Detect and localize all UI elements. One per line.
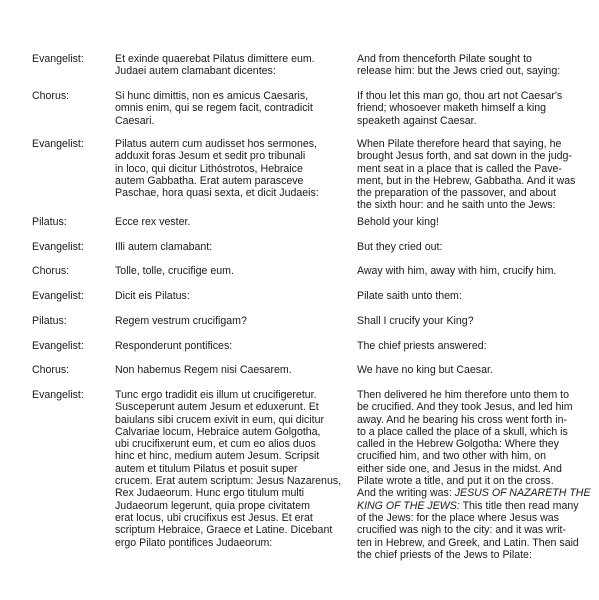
english-line: be crucified. And they took Jesus, and led him <box>357 401 573 414</box>
speaker-label: Evangelist: <box>32 138 84 150</box>
latin-text <box>115 90 350 127</box>
english-line: But they cried out: <box>357 241 443 253</box>
latin-text <box>115 389 350 549</box>
speaker-label: Evangelist: <box>32 241 84 253</box>
english-line: friend; whosoever maketh himself a king <box>357 102 547 115</box>
english-line: the sixth hour: and he saith unto the Jews: <box>357 199 556 212</box>
english-text <box>357 241 587 253</box>
english-line: ment, but in the Hebrew, Gabbatha. And it was <box>357 174 576 187</box>
english-text <box>357 53 587 78</box>
latin-text <box>115 315 350 327</box>
english-line: crucified was nigh to the city: and it was writ- <box>357 524 567 537</box>
english-line: to a place called the place of a skull, which is <box>357 425 568 438</box>
latin-text <box>115 364 350 376</box>
english-line: the preparation of the passover, and about <box>357 187 557 200</box>
english-line: of the Jews: for the place where Jesus was <box>357 511 559 524</box>
english-line: Pilate wrote a title, and put it on the cross. <box>357 475 554 488</box>
speaker-label: Evangelist: <box>32 53 84 65</box>
english-line: either side one, and Jesus in the midst. And <box>357 462 562 475</box>
latin-line: hinc et hinc, medium autem Jesum. Scripsit <box>115 450 320 463</box>
latin-line: in loco, qui dicitur Lithóstrotos, Hebraice <box>115 162 303 175</box>
english-line: And from thenceforth Pilate sought to <box>357 53 532 65</box>
latin-line: Rex Judaeorum. Hunc ergo titulum multi <box>115 487 305 500</box>
latin-text <box>115 265 350 277</box>
english-line: away. And he bearing his cross went forth in- <box>357 413 568 426</box>
latin-line: Caesari. <box>115 114 155 127</box>
english-line: Pilate saith unto them: <box>357 290 462 302</box>
latin-text <box>115 241 350 253</box>
speaker-label: Evangelist: <box>32 290 84 302</box>
latin-line: Judaei autem clamabant dicentes: <box>115 65 276 78</box>
english-text <box>357 364 587 376</box>
latin-line: ergo Pilato pontifices Judaeorum: <box>115 536 273 549</box>
latin-text <box>115 138 350 199</box>
latin-text <box>115 340 350 352</box>
english-text <box>357 389 591 561</box>
english-line: When Pilate therefore heard that saying, he <box>357 138 562 150</box>
english-text <box>357 290 587 302</box>
latin-line: baiulans sibi crucem exivit in eum, qui dicitur <box>115 413 325 426</box>
latin-line: adduxit foras Jesum et sedit pro tribunali <box>115 150 306 163</box>
latin-line: scriptum Hebraice, Graece et Latine. Dicebant <box>115 524 333 537</box>
english-line: Then delivered he him therefore unto them to <box>357 389 569 401</box>
english-text <box>357 138 587 212</box>
latin-line: Illi autem clamabant: <box>115 241 213 253</box>
speaker-label: Evangelist: <box>32 340 84 352</box>
latin-line: ubi crucifixerunt eum, et cum eo alios duos <box>115 438 316 451</box>
latin-line: Pilatus autem cum audisset hos sermones, <box>115 138 317 150</box>
latin-line: Judaeorum legerunt, quia prope civitatem <box>115 499 310 512</box>
english-line: brought Jesus forth, and sat down in the judg- <box>357 150 572 163</box>
latin-text <box>115 290 350 302</box>
latin-line: Et exinde quaerebat Pilatus dimittere eum. <box>115 53 315 65</box>
latin-line: Si hunc dimittis, non es amicus Caesaris, <box>115 90 309 102</box>
english-line <box>357 487 591 500</box>
latin-line: Tolle, tolle, crucifige eum. <box>115 265 234 277</box>
english-line <box>357 500 587 512</box>
english-fragment: This title then read many <box>459 499 579 512</box>
english-line: called in the Hebrew Golgotha: Where they <box>357 438 559 451</box>
latin-line: Regem vestrum crucifigam? <box>115 315 247 327</box>
inri-title-text: KING OF THE JEWS: <box>357 499 460 512</box>
latin-line: Tunc ergo tradidit eis illum ut crucifigeretur. <box>115 389 317 401</box>
speaker-label: Chorus: <box>32 265 70 277</box>
english-text <box>357 315 587 327</box>
english-text <box>357 265 587 277</box>
inri-title-text: JESUS OF NAZARETH THE <box>454 487 591 500</box>
english-text <box>357 216 587 228</box>
latin-line: omnis enim, qui se regem facit, contradicit <box>115 102 313 115</box>
speaker-label: Chorus: <box>32 90 70 102</box>
english-line: crucified him, and two other with him, on <box>357 450 547 463</box>
english-line: the chief priests of the Jews to Pilate: <box>357 548 532 561</box>
english-line: Shall I crucify your King? <box>357 315 474 327</box>
speaker-label: Pilatus: <box>32 216 67 228</box>
english-line: speaketh against Caesar. <box>357 114 477 127</box>
latin-line: Non habemus Regem nisi Caesarem. <box>115 364 292 376</box>
latin-line: Paschae, hora quasi sexta, et dicit Judaeis: <box>115 187 319 200</box>
english-text <box>357 90 587 127</box>
english-line: release him: but the Jews cried out, saying: <box>357 65 561 78</box>
latin-line: erat locus, ubi crucifixus est Jesus. Et erat <box>115 511 313 524</box>
latin-line: Responderunt pontifices: <box>115 340 233 352</box>
latin-line: autem et titulum Pilatus et posuit super <box>115 462 298 475</box>
latin-line: Calvariae locum, Hebraice autem Golgotha, <box>115 425 321 438</box>
english-fragment: And the writing was: <box>357 487 455 500</box>
english-text <box>357 340 587 352</box>
latin-line: autem Gabbatha. Erat autem parasceve <box>115 174 304 187</box>
speaker-label: Chorus: <box>32 364 70 376</box>
speaker-label: Pilatus: <box>32 315 67 327</box>
latin-line: Ecce rex vester. <box>115 216 191 228</box>
speaker-label: Evangelist: <box>32 389 84 401</box>
english-line: We have no king but Caesar. <box>357 364 493 376</box>
latin-line: Dicit eis Pilatus: <box>115 290 190 302</box>
english-line: If thou let this man go, thou art not Caesar's <box>357 90 563 102</box>
latin-text <box>115 53 350 78</box>
english-line: The chief priests answered: <box>357 340 487 352</box>
english-line: Away with him, away with him, crucify him. <box>357 265 557 277</box>
latin-line: Susceperunt autem Jesum et eduxerunt. Et <box>115 401 319 414</box>
latin-line: crucem. Erat autem scriptum: Jesus Nazarenus, <box>115 475 342 488</box>
latin-text <box>115 216 350 228</box>
english-line: Behold your king! <box>357 216 439 228</box>
english-line: ment seat in a place that is called the Pave- <box>357 162 562 175</box>
english-line: ten in Hebrew, and Greek, and Latin. Then said <box>357 536 579 549</box>
